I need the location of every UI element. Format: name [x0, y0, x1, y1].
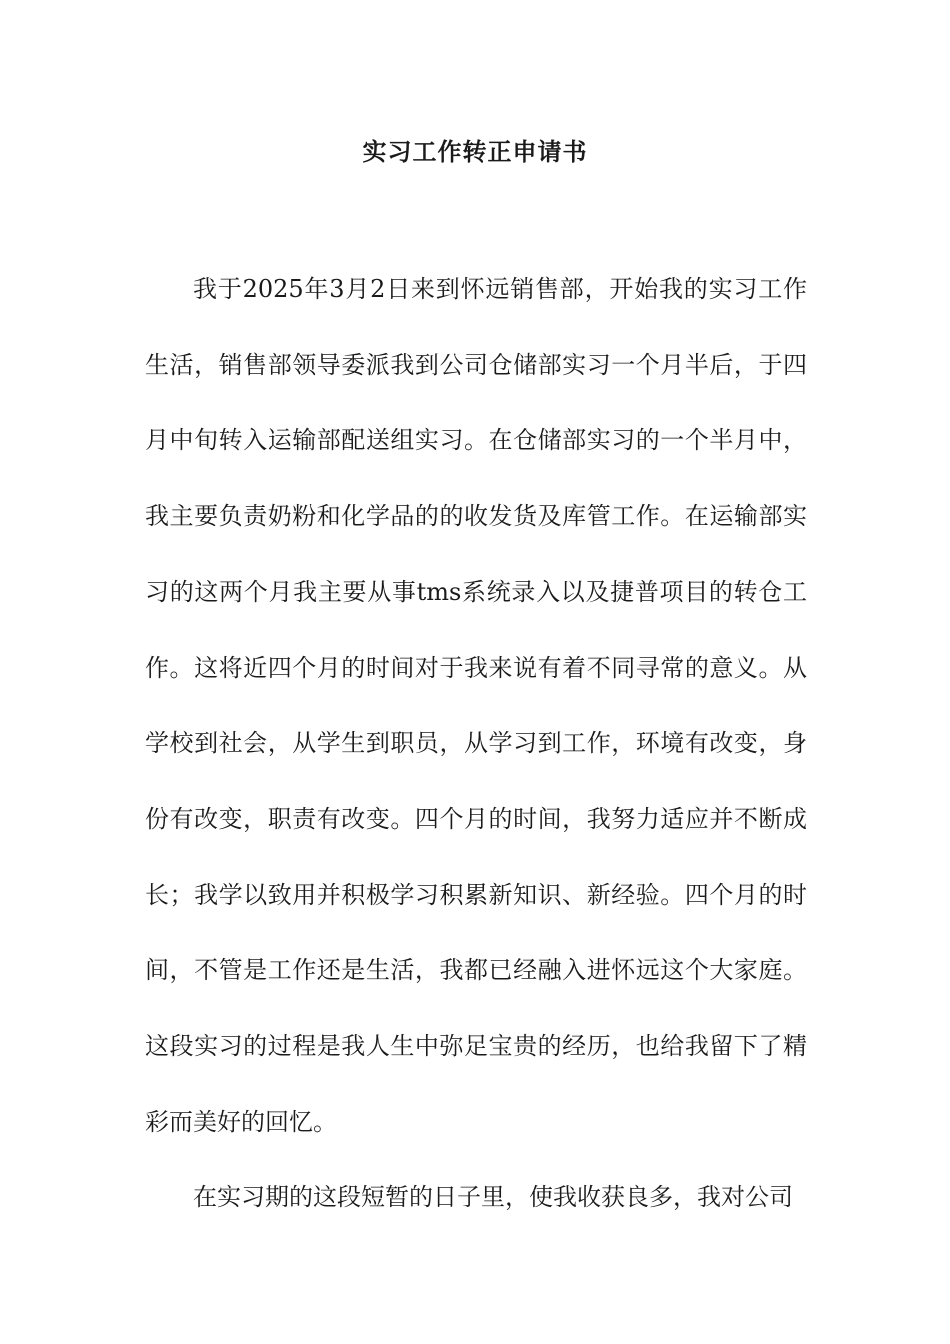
paragraph-1: 我于2025年3月2日来到怀远销售部，开始我的实习工作生活，销售部领导委派我到公司仓储部实习一个月半后，于四月中旬转入运输部配送组实习。在仓储部实习的一个半月中，我主要负责奶粉和化学品的的收发货及库管工作。在运输部实习的这两个月我主要从事tms系统录入以及捷普项目的转仓工作。这将近四个月的时间对于我来说有着不同寻常的意义。从学校到社会，从学生到职员，从学习到工作，环境有改变，身份有改变，职责有改变。四个月的时间，我努力适应并不断成长；我学以致用并积极学习积累新知识、新经验。四个月的时间，不管是工作还是生活，我都已经融入进怀远这个大家庭。这段实习的过程是我人生中弥足宝贵的经历，也给我留下了精彩而美好的回忆。 [145, 275, 807, 1136]
document-body [145, 252, 807, 1236]
document-title: 实习工作转正申请书 [362, 137, 588, 166]
paragraph-2: 在实习期的这段短暂的日子里，使我收获良多，我对公司 [193, 1183, 793, 1212]
